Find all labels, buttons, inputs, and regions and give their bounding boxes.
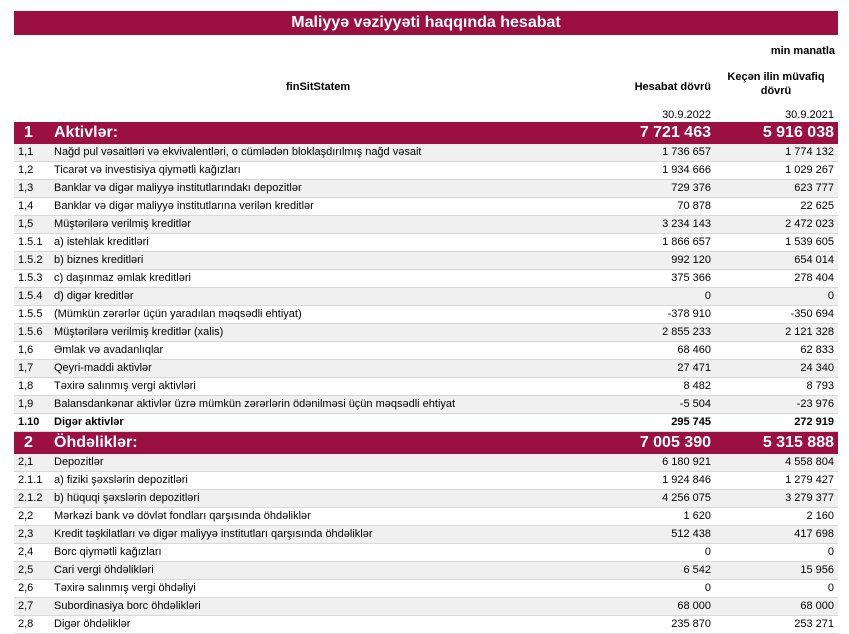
row-label: Banklar və digər maliyyə institutlarındakı depozitlər bbox=[50, 180, 595, 198]
table-row bbox=[14, 144, 838, 162]
row-current-value: 729 376 bbox=[595, 180, 715, 198]
row-current-value: 1 620 bbox=[595, 508, 715, 526]
section-label: Aktivlər: bbox=[50, 122, 595, 144]
row-number: 1,8 bbox=[14, 378, 50, 396]
table-row bbox=[14, 180, 838, 198]
row-current-value: 0 bbox=[595, 544, 715, 562]
row-label: (Mümkün zərərlər üçün yaradılan məqsədli ehtiyat) bbox=[50, 306, 595, 324]
section-header-row bbox=[14, 122, 838, 144]
row-previous-value: 4 558 804 bbox=[715, 454, 838, 472]
row-current-value: 375 366 bbox=[595, 270, 715, 288]
row-current-value: 6 180 921 bbox=[595, 454, 715, 472]
row-current-value: -378 910 bbox=[595, 306, 715, 324]
table-row bbox=[14, 562, 838, 580]
row-number: 1,1 bbox=[14, 144, 50, 162]
row-label: Kredit təşkilatları və digər maliyyə institutları qarşısında öhdəliklər bbox=[50, 526, 595, 544]
row-current-value: 2 855 233 bbox=[595, 324, 715, 342]
table-row bbox=[14, 306, 838, 324]
row-label: Nağd pul vəsaitləri və ekvivalentləri, o cümlədən bloklaşdırılmış nağd vəsait bbox=[50, 144, 595, 162]
section-previous-total: 5 916 038 bbox=[715, 122, 838, 144]
row-current-value: 6 542 bbox=[595, 562, 715, 580]
row-number: 1,6 bbox=[14, 342, 50, 360]
section-current-total: 7 721 463 bbox=[595, 122, 715, 144]
row-label: Təxirə salınmış vergi aktivləri bbox=[50, 378, 595, 396]
section-label: Öhdəliklər: bbox=[50, 432, 595, 455]
row-current-value: 70 878 bbox=[595, 198, 715, 216]
table-row bbox=[14, 414, 838, 432]
row-number: 1.10 bbox=[14, 414, 50, 432]
column-header-current: Hesabat dövrü bbox=[634, 81, 711, 93]
row-previous-value: 3 279 377 bbox=[715, 490, 838, 508]
table-row bbox=[14, 508, 838, 526]
row-label: d) digər kreditlər bbox=[50, 288, 595, 306]
row-previous-value: 623 777 bbox=[715, 180, 838, 198]
table-row bbox=[14, 162, 838, 180]
row-current-value: 3 234 143 bbox=[595, 216, 715, 234]
table-row bbox=[14, 544, 838, 562]
table-row bbox=[14, 216, 838, 234]
row-number: 1,9 bbox=[14, 396, 50, 414]
previous-period-date: 30.9.2021 bbox=[785, 109, 834, 121]
section-current-total: 7 005 390 bbox=[595, 432, 715, 455]
row-previous-value: 2 472 023 bbox=[715, 216, 838, 234]
section-number: 1 bbox=[14, 122, 50, 144]
column-header-previous-line2: dövrü bbox=[760, 85, 792, 97]
row-number: 2,4 bbox=[14, 544, 50, 562]
row-label: Cari vergi öhdəlikləri bbox=[50, 562, 595, 580]
table-row bbox=[14, 580, 838, 598]
row-current-value: 512 438 bbox=[595, 526, 715, 544]
current-period-date: 30.9.2022 bbox=[662, 109, 711, 121]
row-number: 1,2 bbox=[14, 162, 50, 180]
row-current-value: 1 866 657 bbox=[595, 234, 715, 252]
row-previous-value: 2 121 328 bbox=[715, 324, 838, 342]
section-previous-total: 5 315 888 bbox=[715, 432, 838, 455]
row-number: 2,1 bbox=[14, 454, 50, 472]
report-title: Maliyyə vəziyyəti haqqında hesabat bbox=[14, 11, 838, 35]
table-row bbox=[14, 252, 838, 270]
row-previous-value: 0 bbox=[715, 288, 838, 306]
row-number: 1.5.2 bbox=[14, 252, 50, 270]
row-label: Qeyri-maddi aktivlər bbox=[50, 360, 595, 378]
row-previous-value: 1 029 267 bbox=[715, 162, 838, 180]
row-label: Ticarət və investisiya qiymətli kağızları bbox=[50, 162, 595, 180]
table-row bbox=[14, 378, 838, 396]
row-current-value: 1 934 666 bbox=[595, 162, 715, 180]
row-current-value: -5 504 bbox=[595, 396, 715, 414]
row-previous-value: -23 976 bbox=[715, 396, 838, 414]
row-previous-value: 2 160 bbox=[715, 508, 838, 526]
table-row bbox=[14, 360, 838, 378]
row-number: 2.1.2 bbox=[14, 490, 50, 508]
table-row bbox=[14, 454, 838, 472]
row-current-value: 295 745 bbox=[595, 414, 715, 432]
row-current-value: 0 bbox=[595, 288, 715, 306]
row-current-value: 27 471 bbox=[595, 360, 715, 378]
row-number: 1.5.3 bbox=[14, 270, 50, 288]
row-previous-value: 15 956 bbox=[715, 562, 838, 580]
row-current-value: 8 482 bbox=[595, 378, 715, 396]
column-header-previous-line1: Keçən ilin müvafiq bbox=[727, 71, 825, 83]
row-label: Təxirə salınmış vergi öhdəliyi bbox=[50, 580, 595, 598]
section-number: 2 bbox=[14, 432, 50, 455]
row-label: b) hüquqi şəxslərin depozitləri bbox=[50, 490, 595, 508]
table-row bbox=[14, 234, 838, 252]
row-number: 1.5.1 bbox=[14, 234, 50, 252]
row-label: b) biznes kreditləri bbox=[50, 252, 595, 270]
column-header-previous bbox=[718, 70, 834, 98]
row-current-value: 1 924 846 bbox=[595, 472, 715, 490]
column-header-label: finSitStatem bbox=[286, 81, 351, 93]
row-number: 1,7 bbox=[14, 360, 50, 378]
row-current-value: 992 120 bbox=[595, 252, 715, 270]
row-previous-value: 1 774 132 bbox=[715, 144, 838, 162]
row-previous-value: 1 279 427 bbox=[715, 472, 838, 490]
table-row bbox=[14, 598, 838, 616]
row-previous-value: 22 625 bbox=[715, 198, 838, 216]
table-row bbox=[14, 324, 838, 342]
row-previous-value: 0 bbox=[715, 580, 838, 598]
table-row bbox=[14, 270, 838, 288]
row-number: 2.1.1 bbox=[14, 472, 50, 490]
balance-sheet-body bbox=[14, 122, 838, 634]
row-label: c) daşınmaz əmlak kreditləri bbox=[50, 270, 595, 288]
row-label: Müştərilərə verilmiş kreditlər bbox=[50, 216, 595, 234]
row-label: Əmlak və avadanlıqlar bbox=[50, 342, 595, 360]
row-previous-value: 272 919 bbox=[715, 414, 838, 432]
table-row bbox=[14, 198, 838, 216]
row-current-value: 235 870 bbox=[595, 616, 715, 634]
section-header-row bbox=[14, 432, 838, 455]
row-number: 2,2 bbox=[14, 508, 50, 526]
table-row bbox=[14, 396, 838, 414]
row-label: Digər aktivlər bbox=[50, 414, 595, 432]
row-current-value: 0 bbox=[595, 580, 715, 598]
table-row bbox=[14, 472, 838, 490]
row-label: Depozitlər bbox=[50, 454, 595, 472]
row-previous-value: 24 340 bbox=[715, 360, 838, 378]
row-label: a) istehlak kreditləri bbox=[50, 234, 595, 252]
row-label: Müştərilərə verilmiş kreditlər (xalis) bbox=[50, 324, 595, 342]
row-number: 2,5 bbox=[14, 562, 50, 580]
row-previous-value: 68 000 bbox=[715, 598, 838, 616]
row-previous-value: 62 833 bbox=[715, 342, 838, 360]
row-label: Mərkəzi bank və dövlət fondları qarşısında öhdəliklər bbox=[50, 508, 595, 526]
row-number: 2,3 bbox=[14, 526, 50, 544]
row-previous-value: 0 bbox=[715, 544, 838, 562]
row-number: 1.5.6 bbox=[14, 324, 50, 342]
row-label: Borc qiymətli kağızları bbox=[50, 544, 595, 562]
table-row bbox=[14, 490, 838, 508]
row-label: Subordinasiya borc öhdəlikləri bbox=[50, 598, 595, 616]
row-previous-value: 1 539 605 bbox=[715, 234, 838, 252]
row-previous-value: 654 014 bbox=[715, 252, 838, 270]
row-number: 2,7 bbox=[14, 598, 50, 616]
row-label: a) fiziki şəxslərin depozitləri bbox=[50, 472, 595, 490]
row-previous-value: -350 694 bbox=[715, 306, 838, 324]
units-label: min manatla bbox=[770, 45, 835, 57]
row-number: 2,6 bbox=[14, 580, 50, 598]
table-row bbox=[14, 526, 838, 544]
row-previous-value: 278 404 bbox=[715, 270, 838, 288]
balance-sheet-table bbox=[14, 122, 838, 634]
row-number: 1,5 bbox=[14, 216, 50, 234]
row-previous-value: 253 271 bbox=[715, 616, 838, 634]
row-label: Balansdankənar aktivlər üzrə mümkün zərərlərin ödənilməsi üçün məqsədli ehtiyat bbox=[50, 396, 595, 414]
table-row bbox=[14, 342, 838, 360]
row-label: Digər öhdəliklər bbox=[50, 616, 595, 634]
row-number: 1.5.4 bbox=[14, 288, 50, 306]
row-current-value: 1 736 657 bbox=[595, 144, 715, 162]
row-number: 1,3 bbox=[14, 180, 50, 198]
row-current-value: 68 000 bbox=[595, 598, 715, 616]
row-current-value: 68 460 bbox=[595, 342, 715, 360]
row-previous-value: 417 698 bbox=[715, 526, 838, 544]
row-previous-value: 8 793 bbox=[715, 378, 838, 396]
row-current-value: 4 256 075 bbox=[595, 490, 715, 508]
row-number: 2,8 bbox=[14, 616, 50, 634]
row-number: 1.5.5 bbox=[14, 306, 50, 324]
row-label: Banklar və digər maliyyə institutlarına verilən kreditlər bbox=[50, 198, 595, 216]
table-row bbox=[14, 288, 838, 306]
row-number: 1,4 bbox=[14, 198, 50, 216]
